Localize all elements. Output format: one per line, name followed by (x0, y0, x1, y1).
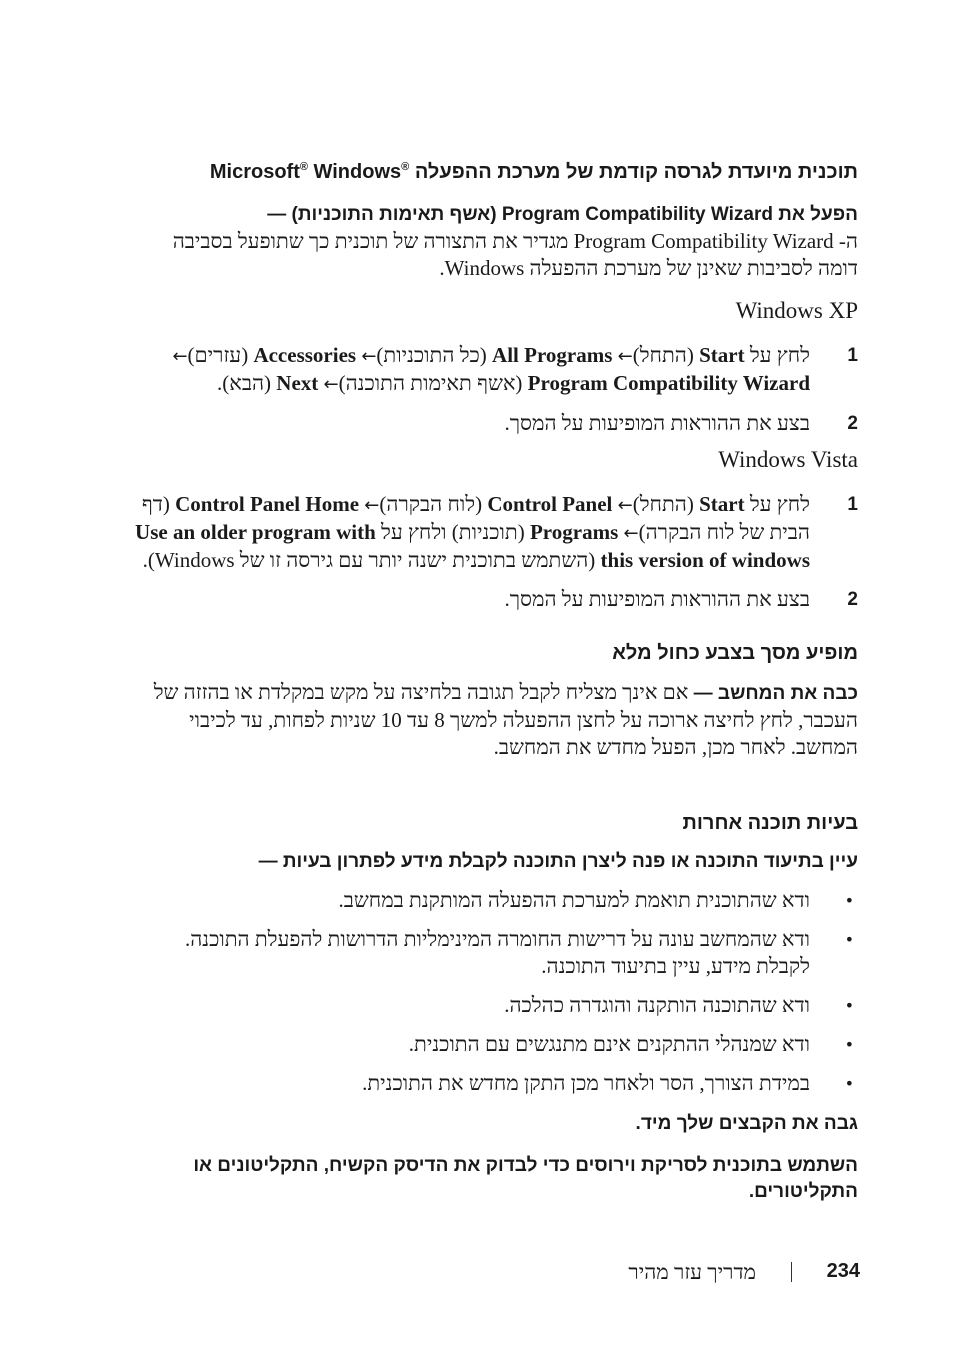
section-heading-older-program (128, 158, 858, 186)
start-menu-label: Start (699, 343, 745, 367)
software-checklist (128, 887, 858, 1097)
start-menu-label: Start (699, 492, 745, 516)
use-older-program-label: Use an older program with this version of windows (135, 520, 810, 572)
list-item-text: ודא שהתוכנית תואמת למערכת ההפעלה המותקנת במחשב. (338, 888, 810, 912)
lead-text: הפעל את (778, 204, 858, 225)
step-number: 1 (847, 494, 858, 515)
list-item (128, 887, 858, 914)
xp-step-2 (128, 410, 858, 437)
step-text: לחץ על (749, 343, 810, 367)
control-panel-label: Control Panel (487, 492, 613, 516)
control-panel-home-label: Control Panel (175, 492, 301, 516)
accessories-label: Accessories (253, 343, 357, 367)
arrow-left-icon: ← (617, 495, 633, 516)
brand-windows: Windows (313, 161, 402, 183)
home-label: Home (305, 492, 360, 516)
list-item-text: ודא שהתוכנה הותקנה והוגדרה כהלכה. (504, 993, 810, 1017)
all-programs-label: All Programs (492, 343, 613, 367)
list-item (128, 1031, 858, 1058)
xp-step-1 (128, 342, 858, 398)
step-text: (דף הבית של לוח הבקרה) (141, 492, 810, 544)
arrow-left-icon: ← (623, 523, 639, 544)
virus-scan-instruction: השתמש בתוכנית לסריקת וירוסים כדי לבדוק את הדיסק הקשיח, התקליטונים או התקליטורים. (193, 1155, 858, 1202)
backup-instruction: גבה את הקבצים שלך מיד. (635, 1113, 858, 1134)
page-footer (580, 1258, 860, 1288)
step-text: (לוח הבקרה) (379, 492, 483, 516)
step-text: בצע את ההוראות המופיעות על המסך. (504, 411, 810, 435)
heading-brand (210, 161, 409, 183)
step-text: (תוכניות) ולחץ על (381, 520, 525, 544)
bullet-icon: • (844, 996, 854, 1015)
step-text: (התחל) (632, 343, 694, 367)
step-text: (השתמש בתוכנית ישנה יותר עם גירסה זו של Windows). (142, 548, 596, 572)
step-number: 2 (847, 589, 858, 610)
arrow-left-icon: ← (361, 346, 377, 367)
compat-wizard-description: ה- Program Compatibility Wizard מגדיר את התצורה של תוכנית כך שתופעל בסביבה דומה לסביבות שאינן של מערכת ההפעלה Windows. (172, 229, 858, 280)
vista-step-1 (128, 491, 858, 574)
list-item (128, 1070, 858, 1097)
list-item-text: במידת הצורך, הסר ולאחר מכן התקן מחדש את התוכנית. (362, 1071, 810, 1095)
bullet-icon: • (844, 1035, 854, 1054)
registered-mark: ® (401, 161, 410, 173)
software-docs-lead: עיין בתיעוד התוכנה או פנה ליצרן התוכנה לקבלת מידע לפתרון בעיות — (258, 851, 858, 872)
os-title-xp: Windows XP (735, 298, 858, 323)
list-item (128, 926, 858, 980)
section-heading-blue-screen: מופיע מסך בצבע כחול מלא (612, 642, 858, 664)
step-number: 1 (847, 345, 858, 366)
step-number: 2 (847, 413, 858, 434)
os-title-vista: Windows Vista (718, 447, 858, 472)
step-text: (הבא). (216, 371, 272, 395)
list-item-text: ודא שמנהלי ההתקנים אינם מתנגשים עם התוכנית. (408, 1032, 810, 1056)
arrow-left-icon: ← (364, 495, 380, 516)
footer-title: מדריך עזר מהיר (628, 1260, 756, 1284)
bullet-icon: • (844, 891, 854, 910)
page-content (128, 150, 858, 1205)
page-number: 234 (826, 1260, 860, 1282)
arrow-left-icon: ← (323, 374, 339, 395)
wizard-label: Program Compatibility Wizard (527, 371, 810, 395)
step-text: לחץ על (749, 492, 810, 516)
list-item-text: ודא שהמחשב עונה על דרישות החומרה המינימליות הדרושות להפעלת התוכנה. לקבלת מידע, עיין בתיעוד התוכנה. (184, 927, 810, 978)
list-item (128, 992, 858, 1019)
vista-steps (128, 491, 858, 613)
blue-screen-text: אם אינך מצליח לקבל תגובה בלחיצה על מקש במקלדת או בהזזה של העכבר, לחץ לחיצה ארוכה על לחצן ההפעלה למשך 8 עד 10 שניות לפחות, עד לכיבוי המחשב. לאחר מכן, הפעל מחדש את המחשב. (153, 680, 858, 759)
programs-label: Programs (529, 520, 619, 544)
compat-wizard-lead (128, 202, 858, 228)
step-text: (אשף תאימות התוכנה) (338, 371, 523, 395)
registered-mark: ® (299, 161, 308, 173)
lead-wizard-name: Program Compatibility Wizard (501, 204, 773, 225)
footer-divider (791, 1262, 792, 1282)
blue-screen-paragraph (128, 679, 858, 761)
section-heading-other-software: בעיות תוכנה אחרות (682, 812, 858, 834)
bullet-icon: • (844, 1074, 854, 1093)
arrow-left-icon: ← (172, 346, 188, 367)
next-label: Next (276, 371, 319, 395)
xp-steps (128, 342, 858, 437)
bullet-icon: • (844, 930, 854, 949)
step-text: (עזרים) (187, 343, 249, 367)
step-text: (כל התוכניות) (376, 343, 487, 367)
turn-off-lead: כבה את המחשב — (693, 683, 858, 704)
step-text: בצע את ההוראות המופיעות על המסך. (504, 587, 810, 611)
step-text: (התחל) (632, 492, 694, 516)
lead-text: (אשף תאימות התוכניות) — (267, 204, 497, 225)
vista-step-2 (128, 586, 858, 613)
brand-microsoft: Microsoft (209, 161, 300, 183)
arrow-left-icon: ← (617, 346, 633, 367)
heading-text: תוכנית מיועדת לגרסה קודמת של מערכת ההפעלה (414, 161, 858, 183)
